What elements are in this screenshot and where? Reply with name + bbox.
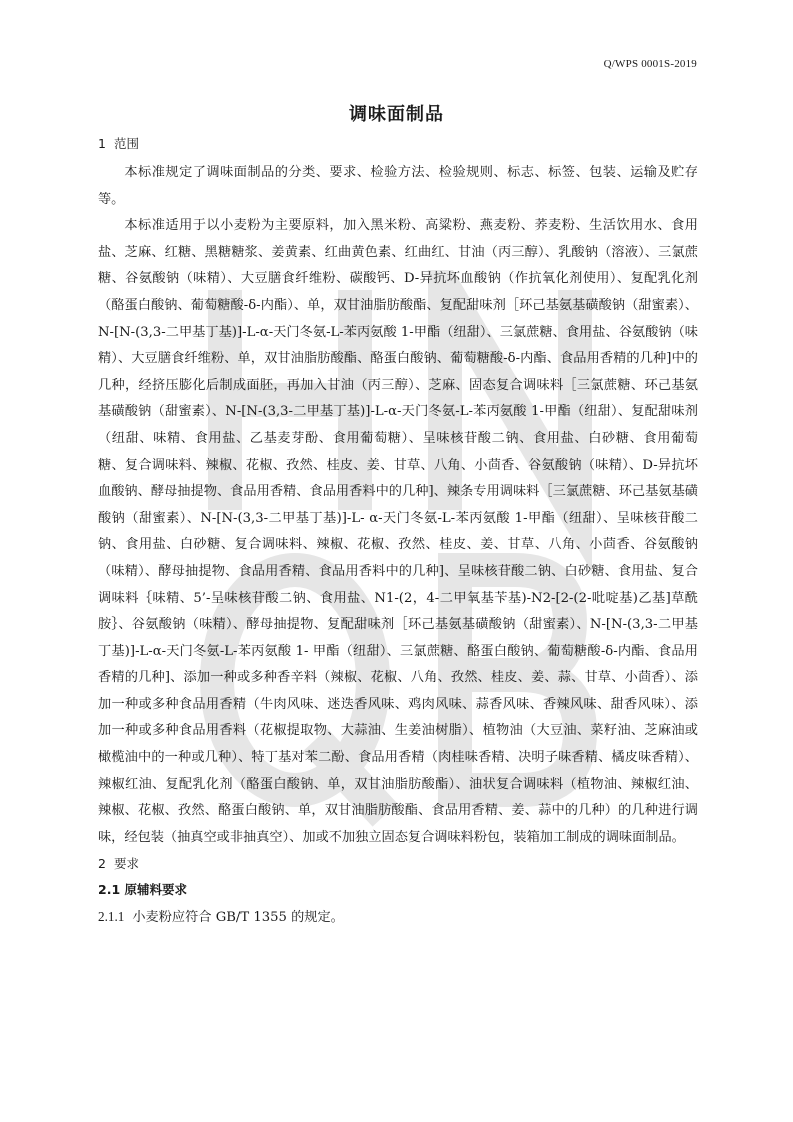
section-title: 要求 bbox=[113, 856, 139, 872]
subsection-heading-raw-materials bbox=[98, 880, 698, 900]
section-number: 1 bbox=[98, 136, 106, 151]
section-heading-requirements bbox=[98, 854, 698, 874]
section-heading-scope bbox=[98, 134, 698, 154]
subsection-number: 2.1 bbox=[98, 882, 121, 898]
clause-text: 小麦粉应符合 GB/T 1355 的规定。 bbox=[132, 910, 344, 926]
standard-code: Q/WPS 0001S-2019 bbox=[603, 58, 697, 70]
subsection-title: 原辅料要求 bbox=[124, 882, 188, 898]
scope-paragraph-1: 本标准规定了调味面制品的分类、要求、检验方法、检验规则、标志、标签、包装、运输及贮存等。 bbox=[98, 165, 698, 207]
document-body bbox=[98, 134, 698, 929]
page-title: 调味面制品 bbox=[349, 104, 444, 125]
section-number: 2 bbox=[98, 856, 106, 872]
clause-2-1-1 bbox=[98, 906, 698, 929]
section-title: 范围 bbox=[113, 136, 139, 151]
clause-number: 2.1.1 bbox=[98, 909, 125, 925]
scope-paragraph-2: 本标准适用于以小麦粉为主要原料，加入黑米粉、高粱粉、燕麦粉、荞麦粉、生活饮用水、食用盐、芝麻、红糖、黑糖糖浆、姜黄素、红曲黄色素、红曲红、甘油（丙三醇）、乳酸钠（溶液）、三氯蔗糖、谷氨酸钠（味精）、大豆膳食纤维粉、碳酸钙、D-异抗坏血酸钠（作抗氧化剂使用）、复配乳化剂（酪蛋白酸钠、葡萄糖酸-δ-内酯）、单，双甘油脂肪酸酯、复配甜味剂［环己基氨基磺酸钠（甜蜜素）、N-[N-(3,3-二甲基丁基)]-L-α-天门冬氨-L-苯丙氨酸 1-甲酯（纽甜）、三氯蔗糖、食用盐、谷氨酸钠（味精）、大豆膳食纤维粉、单，双甘油脂肪酸酯、酪蛋白酸钠、葡萄糖酸-δ-内酯、食品用香精的几种]中的几种，经挤压膨化后制成面胚，再加入甘油（丙三醇）、芝麻、固态复合调味料［三氯蔗糖、环己基氨基磺酸钠（甜蜜素）、N-[N-(3,3-二甲基丁基)]-L-α-天门冬氨-L-苯丙氨酸 1-甲酯（纽甜）、复配甜味剂（纽甜、味精、食用盐、乙基麦芽酚、食用葡萄糖）、呈味核苷酸二钠、食用盐、白砂糖、食用葡萄糖、复合调味料、辣椒、花椒、孜然、桂皮、姜、甘草、八角、小茴香、谷氨酸钠（味精）、D-异抗坏血酸钠、酵母抽提物、食品用香精、食品用香料中的几种]、辣条专用调味料［三氯蔗糖、环己基氨基磺酸钠（甜蜜素）、N-[N-(3,3-二甲基丁基)]-L- α-天门冬氨-L-苯丙氨酸 1-甲酯（纽甜）、呈味核苷酸二钠、食用盐、白砂糖、复合调味料、辣椒、花椒、孜然、桂皮、姜、甘草、八角、小茴香、谷氨酸钠（味精）、酵母抽提物、食品用香精、食品用香料中的几种]、呈味核苷酸二钠、白砂糖、食用盐、复合调味料｛味精、5’-呈味核苷酸二钠、食用盐、N1-(2，4-二甲氧基苄基)-N2-[2-(2-吡啶基)乙基]草酰胺｝、谷氨酸钠（味精）、酵母抽提物、复配甜味剂［环己基氨基磺酸钠（甜蜜素）、N-[N-(3,3-二甲基丁基)]-L-α-天门冬氨-L-苯丙氨酸 1- 甲酯（纽甜）、三氯蔗糖、酪蛋白酸钠、葡萄糖酸-δ-内酯、食品用香精的几种]、添加一种或多种香辛料（辣椒、花椒、八角、孜然、桂皮、姜、蒜、甘草、小茴香）、添加一种或多种食品用香精（牛肉风味、迷迭香风味、鸡肉风味、蒜香风味、香辣风味、甜香风味）、添加一种或多种食品用香料（花椒提取物、大蒜油、生姜油树脂）、植物油（大豆油、菜籽油、芝麻油或橄榄油中的一种或几种）、特丁基对苯二酚、食品用香精（肉桂味香精、决明子味香精、橘皮味香精）、辣椒红油、复配乳化剂（酪蛋白酸钠、单，双甘油脂肪酸酯）、油状复合调味料（植物油、辣椒红油、辣椒、花椒、孜然、酪蛋白酸钠、单，双甘油脂肪酸酯、食品用香精、姜、蒜中的几种）的几种进行调味，经包装（抽真空或非抽真空）、加或不加独立固态复合调味料粉包，装箱加工制成的调味面制品。 bbox=[98, 218, 698, 845]
